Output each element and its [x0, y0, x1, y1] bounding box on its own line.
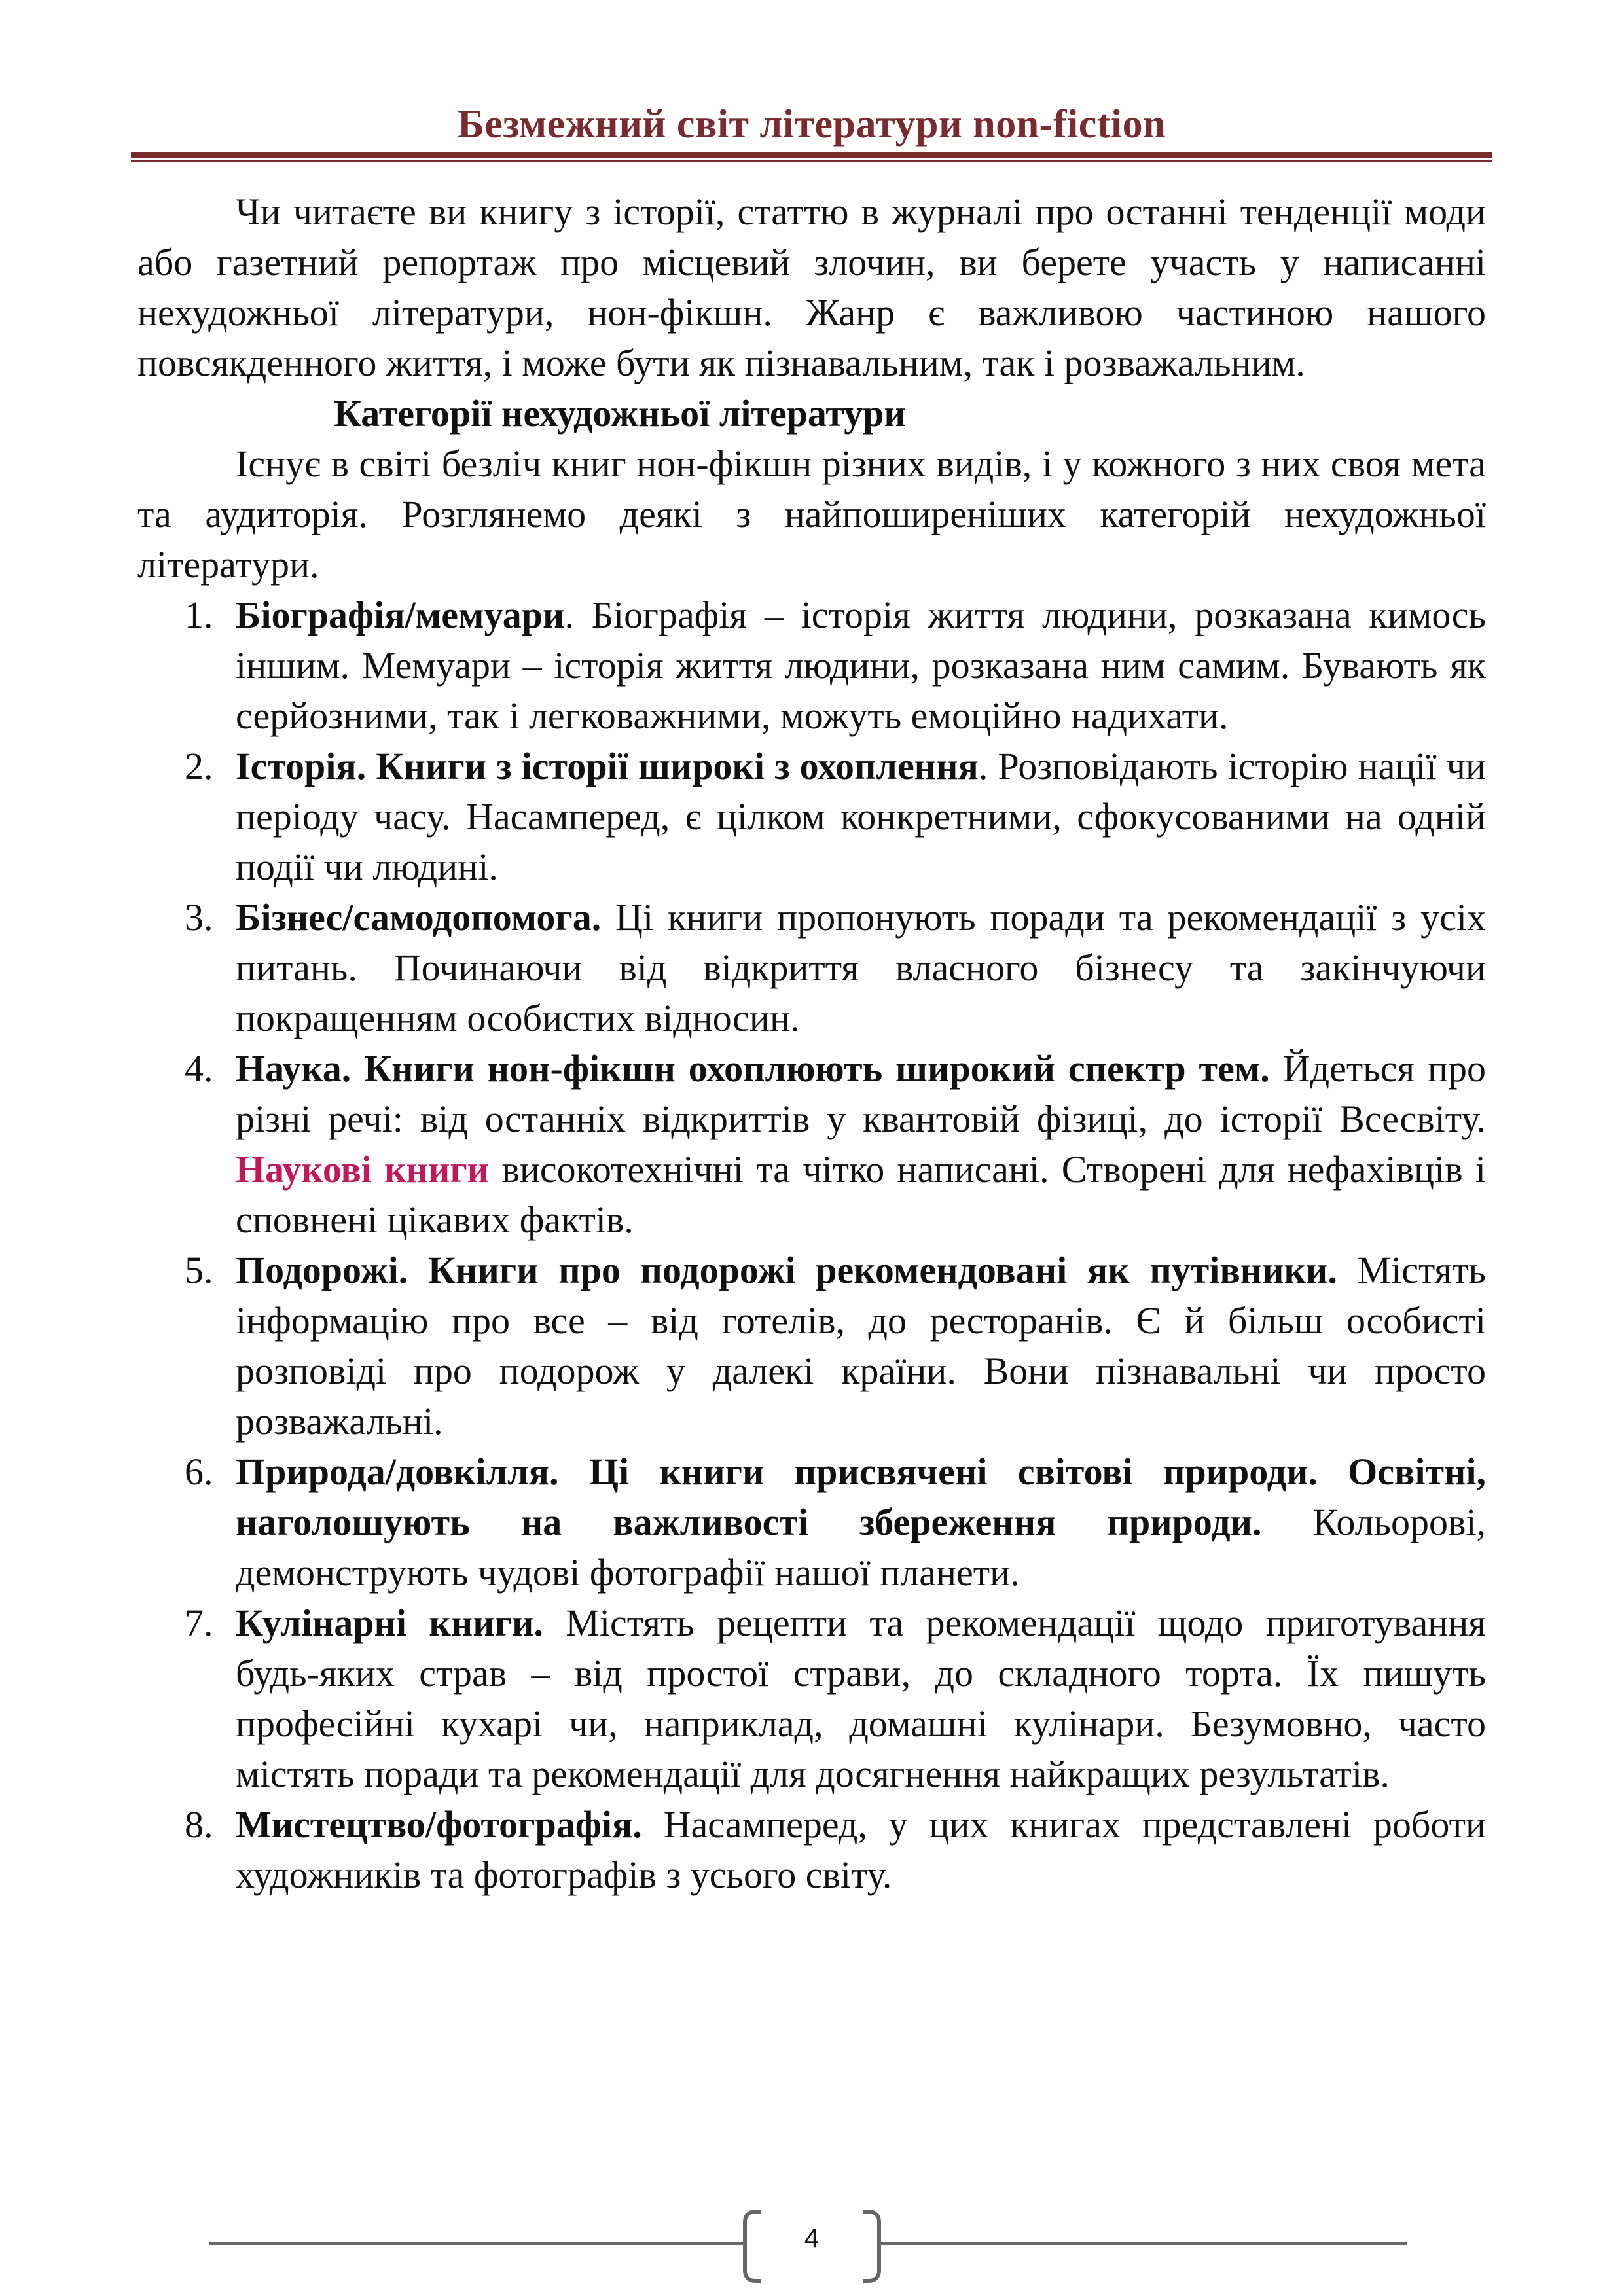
list-item-title: Подорожі. Книги про подорожі рекомендовані як путівники.: [236, 1249, 1337, 1291]
list-item: [137, 590, 1486, 741]
list-item-number: 3.: [185, 896, 213, 939]
list-item-number: 7.: [185, 1602, 213, 1644]
header-rule-thin: [131, 160, 1492, 162]
list-item: [137, 1245, 1486, 1446]
running-title: Безмежний світ літератури non-fiction: [457, 102, 1166, 147]
list-item: [137, 1446, 1486, 1598]
list-item-text: . Біографія – історія життя людини, розказана кимось іншим. Мемуари – історія життя людини, розказана ним самим. Бувають як серйозними, так і легковажними, можуть емоційно надихати.: [236, 594, 1486, 737]
header-rule-thick: [131, 152, 1492, 158]
list-item-number: 5.: [185, 1249, 213, 1291]
list-item-number: 4.: [185, 1047, 213, 1090]
footer-rule-left: [209, 2242, 746, 2245]
section-lead-paragraph: Існує в світі безліч книг нон-фікшн різних видів, і у кожного з них своя мета та аудиторія. Розглянемо деякі з найпоширеніших категорій нехудожньої літератури.: [137, 442, 1486, 586]
list-item-number: 6.: [185, 1450, 213, 1493]
page-number: 4: [804, 2224, 820, 2253]
list-item: [137, 892, 1486, 1043]
list-item: [137, 1598, 1486, 1799]
list-item-title: Кулінарні книги.: [236, 1602, 543, 1644]
list-item-number: 8.: [185, 1803, 213, 1846]
intro-paragraph: Чи читаєте ви книгу з історії, статтю в журналі про останні тенденції моди або газетний репортаж про місцевий злочин, ви берете участь у написанні нехудожньої літератури, нон-фікшн. Жанр є важливою частиною нашого повсякденного життя, і може бути як пізнавальним, так і розважальним.: [137, 190, 1486, 384]
list-item-text: . Розповідають історію нації чи періоду часу. Насамперед, є цілком конкретними, сфокусованими на одній події чи людині.: [236, 745, 1486, 888]
highlighted-phrase: Наукові книги: [236, 1148, 490, 1191]
list-item-text: Кольорові, демонструють чудові фотографії нашої планети.: [236, 1501, 1486, 1594]
list-item-text: Ці книги пропонують поради та рекомендації з усіх питань. Починаючи від відкриття власного бізнесу та закінчуючи покращенням особистих відносин.: [236, 896, 1486, 1039]
list-item-number: 2.: [185, 745, 213, 787]
section-heading: Категорії нехудожньої літератури: [334, 392, 906, 435]
list-item-number: 1.: [185, 594, 213, 636]
list-item-title: Бізнес/самодопомога.: [236, 896, 602, 939]
list-item-title: Природа/довкілля. Ці книги присвячені світові природи. Освітні, наголошують на важливості збереження природи.: [236, 1450, 1486, 1543]
list-item-text: Містять інформацію про все – від готелів, до ресторанів. Є й більш особисті розповіді про подорож у далекі країни. Вони пізнавальні чи просто розважальні.: [236, 1249, 1486, 1443]
list-item: [137, 741, 1486, 892]
list-item-title: Біографія/мемуари: [236, 594, 565, 636]
document-body: [137, 187, 1486, 1900]
list-item: [137, 1799, 1486, 1900]
list-item-title: Наука. Книги нон-фікшн охоплюють широкий спектр тем.: [236, 1047, 1270, 1090]
list-item-text-continued: високотехнічні та чітко написані. Створені для нефахівців і сповнені цікавих фактів.: [236, 1148, 1487, 1241]
list-item-text: Насамперед, у цих книгах представлені роботи художників та фотографів з усього світу.: [236, 1803, 1486, 1896]
footer-rule-right: [877, 2242, 1407, 2245]
page-header: [131, 98, 1492, 151]
list-item-title: Мистецтво/фотографія.: [236, 1803, 642, 1846]
list-item-text: Містять рецепти та рекомендації щодо приготування будь-яких страв – від простої страви, до складного торта. Їх пишуть професійні кухарі чи, наприклад, домашні кулінари. Безумовно, часто містять поради та рекомендації для досягнення найкращих результатів.: [236, 1602, 1486, 1795]
list-item-text: Йдеться про різні речі: від останніх відкриттів у квантовій фізиці, до історії Всесвіту.: [236, 1047, 1486, 1140]
footer-bracket-left: [743, 2210, 761, 2283]
category-list: [137, 590, 1486, 1900]
list-item-title: Історія. Книги з історії широкі з охоплення: [236, 745, 979, 787]
list-item: [137, 1043, 1486, 1245]
footer-bracket-right: [863, 2210, 881, 2283]
